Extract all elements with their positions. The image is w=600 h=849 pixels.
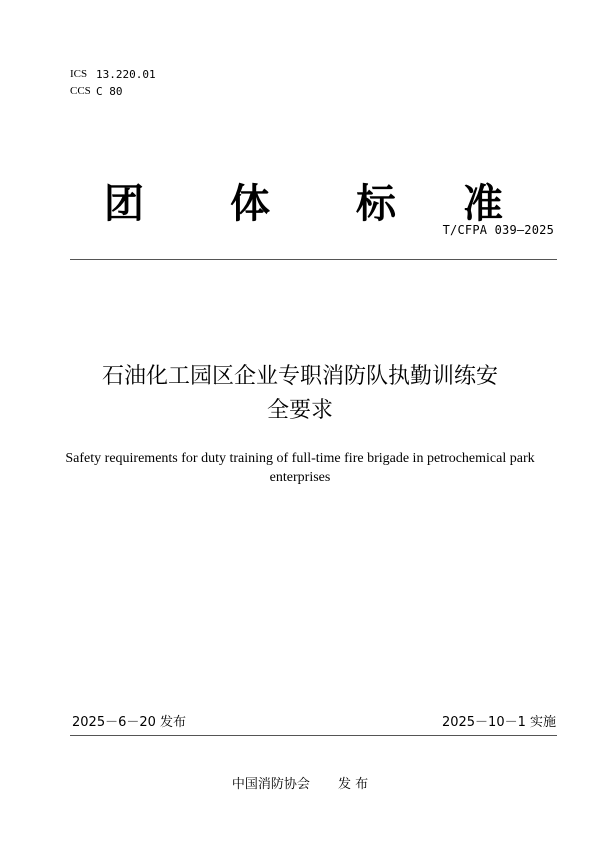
ics-label: ICS	[70, 68, 88, 80]
standard-type-char-1: 团	[104, 181, 144, 227]
title-english-line-2: enterprises	[269, 470, 331, 485]
ccs-row	[70, 83, 156, 100]
publisher-name: 中国消防协会	[231, 777, 310, 792]
publisher-action: 发 布	[337, 777, 369, 792]
standard-type-char-2: 体	[230, 181, 270, 227]
standard-type-heading	[0, 180, 600, 228]
standard-type-char-3: 标	[356, 181, 396, 227]
ccs-label: CCS	[70, 85, 91, 97]
title-chinese-line-2: 全要求	[266, 398, 333, 423]
implementation-date: 2025－10－1 实施	[441, 715, 556, 730]
issue-date: 2025－6－20 发布	[72, 715, 187, 730]
standard-number: T/CFPA 039—2025	[442, 223, 554, 237]
title-english-line-1: Safety requirements for duty training of full-time fire brigade in petrochemical park	[65, 451, 535, 466]
footer-divider	[70, 735, 557, 736]
classification-codes	[70, 66, 156, 100]
title-chinese	[60, 360, 540, 428]
ics-row	[70, 66, 156, 83]
title-english	[40, 449, 560, 487]
ics-value: 13.220.01	[96, 68, 156, 81]
standard-type-char-4: 准	[463, 181, 503, 227]
title-chinese-line-1: 石油化工园区企业专职消防队执勤训练安	[101, 364, 498, 389]
ccs-value: C 80	[96, 85, 123, 98]
publisher-line	[0, 776, 600, 794]
header-divider	[70, 259, 557, 260]
